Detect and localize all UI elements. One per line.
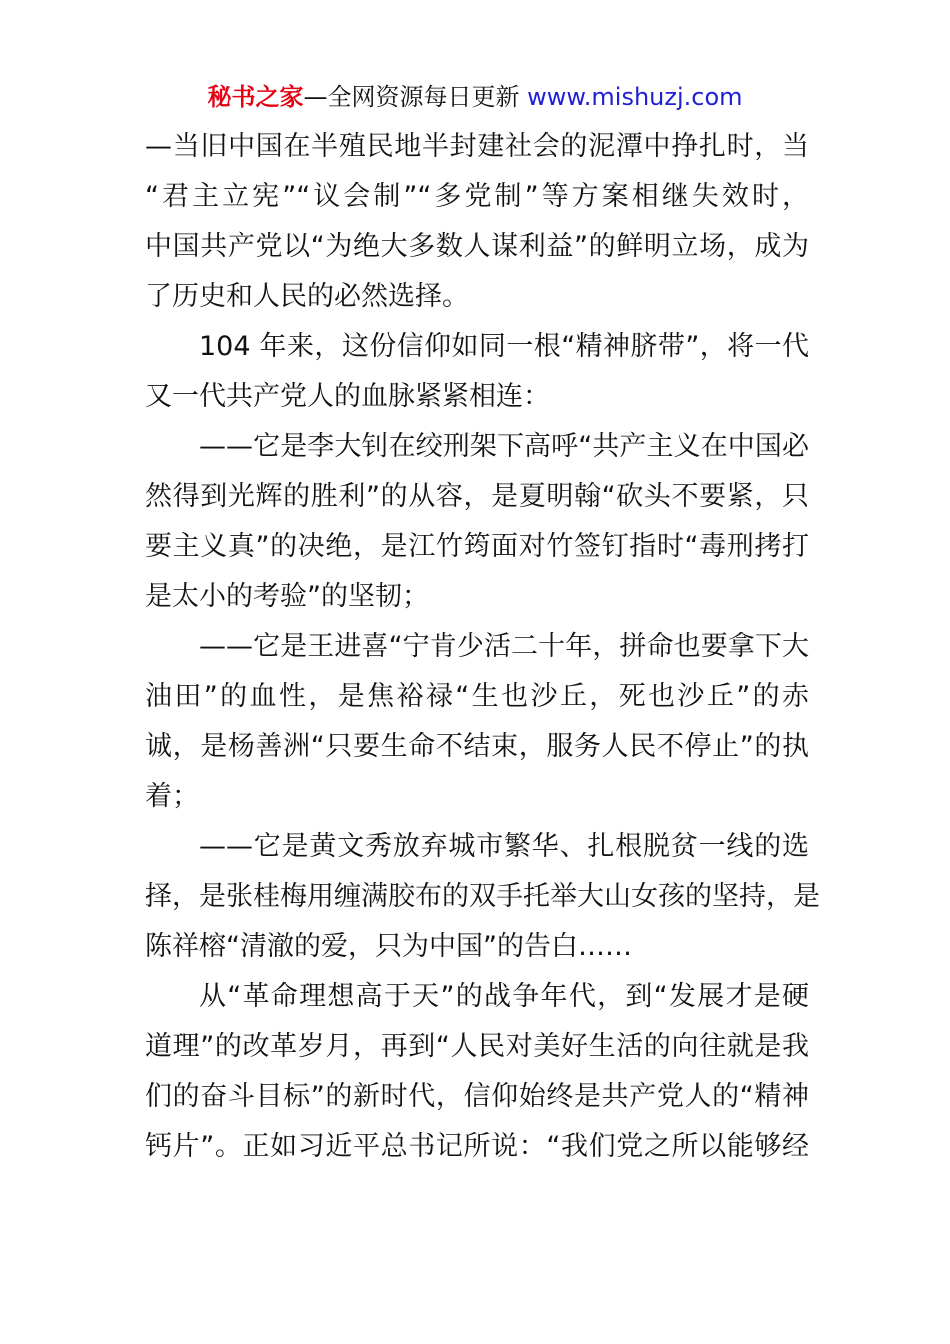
text-line: ——它是黄文秀放弃城市繁华、扎根脱贫一线的选 (199, 831, 809, 862)
text-line: 钙片”。正如习近平总书记所说：“我们党之所以能够经 (145, 1131, 809, 1162)
site-url[interactable]: www.mishuzj.com (527, 83, 743, 111)
text-line: 又一代共产党人的血脉紧紧相连： (145, 381, 550, 412)
text-line: ——它是王进喜“宁肯少活二十年，拼命也要拿下大 (199, 631, 809, 662)
text-line: 104 年来，这份信仰如同一根“精神脐带”，将一代 (199, 331, 809, 362)
site-header (0, 80, 950, 114)
brand-name: 秘书之家 (207, 83, 304, 111)
text-line: 陈祥榕“清澈的爱，只为中国”的告白…… (145, 931, 632, 962)
document-body (145, 122, 820, 1172)
text-line: 油田”的血性，是焦裕禄“生也沙丘，死也沙丘”的赤 (145, 681, 809, 712)
text-line: 然得到光辉的胜利”的从容，是夏明翰“砍头不要紧，只 (145, 481, 809, 512)
text-line: 了历史和人民的必然选择。 (145, 281, 469, 312)
text-line: 们的奋斗目标”的新时代，信仰始终是共产党人的“精神 (145, 1081, 809, 1112)
text-line: ——它是李大钊在绞刑架下高呼“共产主义在中国必 (199, 431, 809, 462)
text-line: 着； (145, 781, 199, 812)
header-tagline: —全网资源每日更新 (303, 83, 520, 111)
text-line: 从“革命理想高于天”的战争年代，到“发展才是硬 (199, 981, 809, 1012)
text-line: 诚，是杨善洲“只要生命不结束，服务人民不停止”的执 (145, 731, 809, 762)
text-line: 要主义真”的决绝，是江竹筠面对竹签钉指时“毒刑拷打 (145, 531, 809, 562)
text-line: 择，是张桂梅用缠满胶布的双手托举大山女孩的坚持，是 (145, 881, 820, 912)
text-line: 道理”的改革岁月，再到“人民对美好生活的向往就是我 (145, 1031, 809, 1062)
text-line: 是太小的考验”的坚韧； (145, 581, 429, 612)
text-line: 中国共产党以“为绝大多数人谋利益”的鲜明立场，成为 (145, 231, 809, 262)
text-line: “君主立宪”“议会制”“多党制”等方案相继失效时， (145, 181, 809, 212)
text-line: —当旧中国在半殖民地半封建社会的泥潭中挣扎时，当 (145, 131, 809, 162)
